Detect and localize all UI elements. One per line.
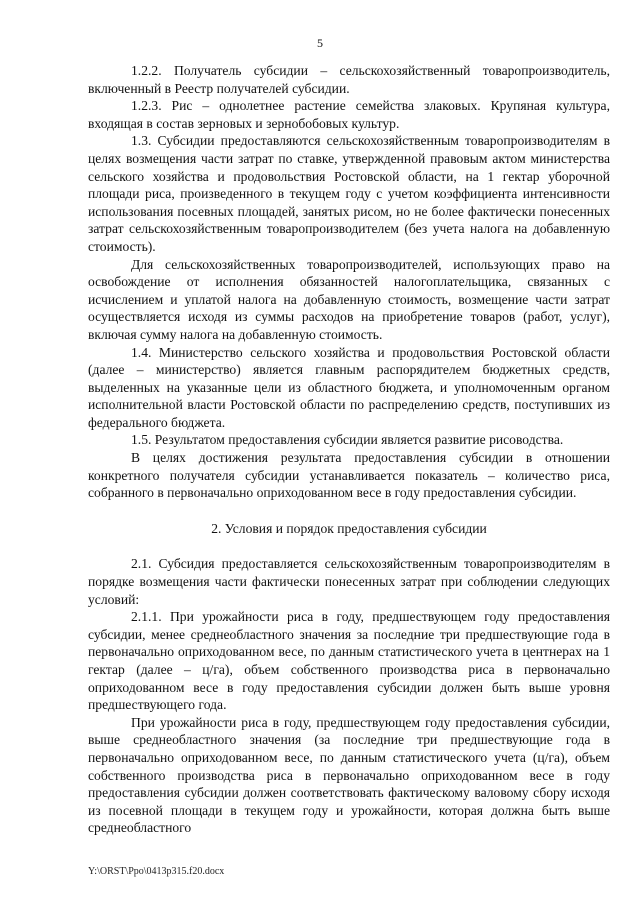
paragraph-result-indicator: В целях достижения результата предоставления субсидии в отношении конкретного получателя субсидии устанавливается показатель – количество риса, собранного в первоначально оприходованном весе в году предоставления субсидии. xyxy=(88,450,610,501)
section-heading: 2. Условия и порядок предоставления субсидии xyxy=(211,520,487,536)
paragraph-1-3: 1.3. Субсидии предоставляются сельскохозяйственным товаропроизводителям в целях возмещения части затрат по ставке, утвержденной правовым актом министерства сельского хозяйства и продовольствия Ростовской области, на 1 гектар уборочной площади риса, произведенного в текущем году с учетом коэффициента интенсивности использования посевных площадей, занятых рисом, но не более фактически понесенных затрат сельскохозяйственным товаропроизводителем (без учета налога на добавленную стоимость). xyxy=(88,133,610,254)
paragraph-vat-exempt: Для сельскохозяйственных товаропроизводителей, использующих право на освобождение от исполнения обязанностей налогоплательщика, связанных с исчислением и уплатой налога на добавленную стоимость, возмещение части затрат осуществляется исходя из суммы расходов на приобретение товаров (работ, услуг), включая сумму налога на добавленную стоимость. xyxy=(88,256,610,342)
footer-file-path: Y:\ORST\Ppo\0413p315.f20.docx xyxy=(88,866,225,877)
paragraph-1-5: 1.5. Результатом предоставления субсидии является развитие рисоводства. xyxy=(131,432,564,448)
document-body xyxy=(88,62,610,837)
page-number: 5 xyxy=(317,36,323,50)
paragraph-2-1: 2.1. Субсидия предоставляется сельскохозяйственным товаропроизводителям в порядке возмещения части фактически понесенных затрат при соблюдении следующих условий: xyxy=(88,556,610,607)
paragraph-1-4: 1.4. Министерство сельского хозяйства и продовольствия Ростовской области (далее – министерство) является главным распорядителем бюджетных средств, выделенных на указанные цели из областного бюджета, и уполномоченным органом исполнительной власти Ростовской области по распределению средств, поступивших из федерального бюджета. xyxy=(88,344,610,430)
paragraph-2-1-1: 2.1.1. При урожайности риса в году, предшествующем году предоставления субсидии, менее среднеобластного значения за последние три предшествующие года в первоначально оприходованном весе, по данным статистического учета в центнерах на 1 гектар (далее – ц/га), объем собственного производства риса в первоначально оприходованном весе в году предоставления субсидии должен быть выше уровня предшествующего года. xyxy=(88,609,610,713)
paragraph-yield-above-average: При урожайности риса в году, предшествующем году предоставления субсидии, выше среднеобластного значения (за последние три предшествующие года в первоначально оприходованном весе, по данным статистического учета (ц/га), объем собственного производства риса в первоначально оприходованном весе в году предоставления субсидии должен соответствовать фактическому валовому сбору исходя из посевной площади в текущем году и урожайности, которая должна быть выше среднеобластного xyxy=(88,714,610,836)
paragraph-1-2-3: 1.2.3. Рис – однолетнее растение семейства злаковых. Крупяная культура, входящая в состав зерновых и зернобобовых культур. xyxy=(88,98,610,131)
paragraph-1-2-2: 1.2.2. Получатель субсидии – сельскохозяйственный товаропроизводитель, включенный в Реестр получателей субсидии. xyxy=(88,63,610,96)
